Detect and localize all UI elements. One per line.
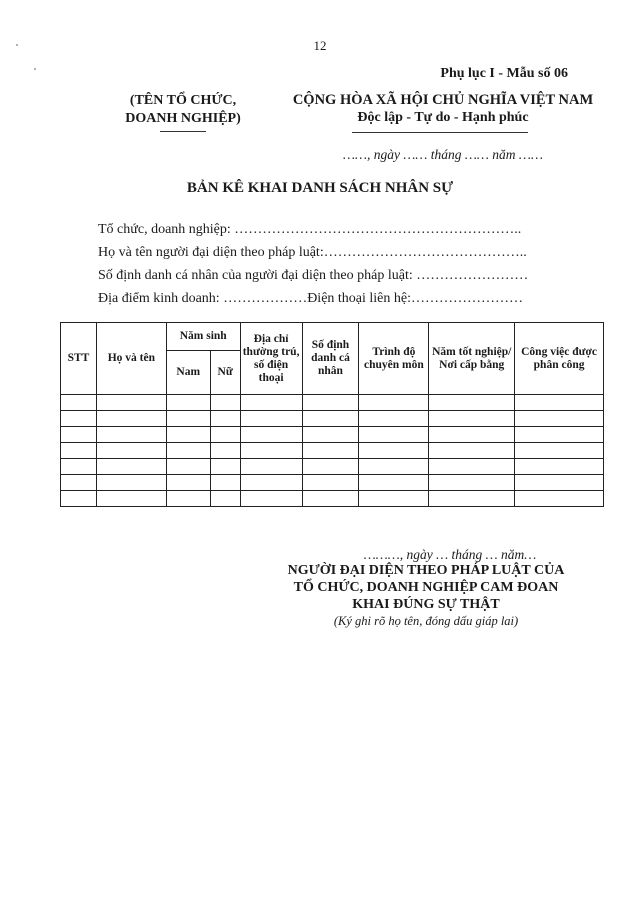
table-cell[interactable] bbox=[61, 459, 97, 475]
table-cell[interactable] bbox=[240, 411, 302, 427]
table-cell[interactable] bbox=[359, 411, 429, 427]
table-row bbox=[61, 427, 604, 443]
table-cell[interactable] bbox=[210, 443, 240, 459]
organization-line-1: (TÊN TỔ CHỨC, bbox=[129, 93, 237, 108]
table-row bbox=[61, 491, 604, 507]
signature-title-line-3: KHAI ĐÚNG SỰ THẬT bbox=[352, 597, 500, 612]
table-cell[interactable] bbox=[96, 443, 166, 459]
table-cell[interactable] bbox=[515, 459, 604, 475]
table-row bbox=[61, 395, 604, 411]
staff-table-body bbox=[61, 395, 604, 507]
header-birth-year: Năm sinh bbox=[166, 323, 240, 351]
field-representative-id: Số định danh cá nhân của người đại diện theo pháp luật: …………………… bbox=[98, 268, 529, 283]
table-cell[interactable] bbox=[429, 395, 515, 411]
table-cell[interactable] bbox=[61, 443, 97, 459]
table-row bbox=[61, 475, 604, 491]
table-cell[interactable] bbox=[61, 491, 97, 507]
table-cell[interactable] bbox=[515, 411, 604, 427]
appendix-label: Phụ lục I - Mẫu số 06 bbox=[440, 66, 568, 81]
header-assigned-work: Công việc được phân công bbox=[515, 323, 604, 395]
header-male: Nam bbox=[166, 351, 210, 395]
table-cell[interactable] bbox=[96, 427, 166, 443]
table-cell[interactable] bbox=[359, 491, 429, 507]
table-cell[interactable] bbox=[302, 491, 359, 507]
table-cell[interactable] bbox=[240, 459, 302, 475]
table-cell[interactable] bbox=[515, 475, 604, 491]
organization-underline bbox=[160, 131, 206, 132]
table-cell[interactable] bbox=[210, 475, 240, 491]
header-graduation: Năm tốt nghiệp/ Nơi cấp bằng bbox=[429, 323, 515, 395]
dateline: ……, ngày …… tháng …… năm …… bbox=[343, 147, 543, 162]
table-cell[interactable] bbox=[240, 395, 302, 411]
signature-title-line-1: NGƯỜI ĐẠI DIỆN THEO PHÁP LUẬT CỦA bbox=[287, 563, 565, 578]
scan-speck bbox=[34, 68, 36, 70]
table-cell[interactable] bbox=[96, 475, 166, 491]
signature-title-block bbox=[250, 562, 602, 613]
header-personal-id: Số định danh cá nhân bbox=[302, 323, 359, 395]
motto-underline bbox=[352, 132, 528, 133]
table-cell[interactable] bbox=[210, 427, 240, 443]
table-cell[interactable] bbox=[429, 427, 515, 443]
table-cell[interactable] bbox=[302, 475, 359, 491]
table-cell[interactable] bbox=[96, 411, 166, 427]
table-cell[interactable] bbox=[359, 443, 429, 459]
table-cell[interactable] bbox=[240, 491, 302, 507]
signature-dateline: ………, ngày … tháng … năm… bbox=[363, 547, 537, 562]
page-number: 12 bbox=[313, 38, 327, 53]
table-cell[interactable] bbox=[302, 459, 359, 475]
table-cell[interactable] bbox=[166, 475, 210, 491]
table-cell[interactable] bbox=[429, 443, 515, 459]
table-row bbox=[61, 459, 604, 475]
table-cell[interactable] bbox=[96, 491, 166, 507]
field-organization: Tổ chức, doanh nghiệp: …………………………………………………….. bbox=[98, 222, 522, 237]
table-cell[interactable] bbox=[96, 395, 166, 411]
table-cell[interactable] bbox=[240, 475, 302, 491]
table-cell[interactable] bbox=[210, 459, 240, 475]
header-full-name: Họ và tên bbox=[96, 323, 166, 395]
table-row bbox=[61, 443, 604, 459]
table-cell[interactable] bbox=[61, 411, 97, 427]
table-cell[interactable] bbox=[166, 427, 210, 443]
table-cell[interactable] bbox=[359, 459, 429, 475]
table-cell[interactable] bbox=[302, 411, 359, 427]
table-row bbox=[61, 411, 604, 427]
table-cell[interactable] bbox=[210, 491, 240, 507]
table-cell[interactable] bbox=[61, 395, 97, 411]
organization-line-2: DOANH NGHIỆP) bbox=[125, 111, 241, 126]
document-title: BẢN KÊ KHAI DANH SÁCH NHÂN SỰ bbox=[186, 180, 454, 196]
field-business-address-phone: Địa điểm kinh doanh: ………………Điện thoại liên hệ:…………………… bbox=[98, 291, 524, 306]
table-cell[interactable] bbox=[359, 395, 429, 411]
signature-title-line-2: TỔ CHỨC, DOANH NGHIỆP CAM ĐOAN bbox=[293, 580, 559, 595]
national-motto: Độc lập - Tự do - Hạnh phúc bbox=[357, 110, 529, 125]
table-cell[interactable] bbox=[166, 459, 210, 475]
table-cell[interactable] bbox=[429, 411, 515, 427]
organization-name-block bbox=[88, 92, 278, 128]
header-qualification: Trình độ chuyên môn bbox=[359, 323, 429, 395]
table-cell[interactable] bbox=[515, 395, 604, 411]
staff-list-table bbox=[60, 322, 604, 507]
table-cell[interactable] bbox=[166, 411, 210, 427]
table-cell[interactable] bbox=[240, 427, 302, 443]
table-cell[interactable] bbox=[166, 491, 210, 507]
table-cell[interactable] bbox=[515, 443, 604, 459]
table-cell[interactable] bbox=[429, 491, 515, 507]
table-cell[interactable] bbox=[302, 427, 359, 443]
table-cell[interactable] bbox=[210, 411, 240, 427]
table-cell[interactable] bbox=[166, 443, 210, 459]
header-address-phone: Địa chỉ thường trú, số điện thoại bbox=[240, 323, 302, 395]
table-cell[interactable] bbox=[210, 395, 240, 411]
table-cell[interactable] bbox=[302, 443, 359, 459]
table-cell[interactable] bbox=[429, 475, 515, 491]
table-cell[interactable] bbox=[359, 427, 429, 443]
table-cell[interactable] bbox=[166, 395, 210, 411]
header-female: Nữ bbox=[210, 351, 240, 395]
national-title: CỘNG HÒA XÃ HỘI CHỦ NGHĨA VIỆT NAM bbox=[292, 92, 594, 108]
table-cell[interactable] bbox=[61, 427, 97, 443]
table-cell[interactable] bbox=[96, 459, 166, 475]
table-cell[interactable] bbox=[240, 443, 302, 459]
table-cell[interactable] bbox=[302, 395, 359, 411]
table-cell[interactable] bbox=[429, 459, 515, 475]
signature-note: (Ký ghi rõ họ tên, đóng dấu giáp lai) bbox=[333, 614, 519, 628]
table-cell[interactable] bbox=[359, 475, 429, 491]
table-cell[interactable] bbox=[515, 491, 604, 507]
header-stt: STT bbox=[61, 323, 97, 395]
field-representative-name: Họ và tên người đại diện theo pháp luật:…………………………………….. bbox=[98, 245, 527, 260]
table-cell[interactable] bbox=[61, 475, 97, 491]
table-cell[interactable] bbox=[515, 427, 604, 443]
